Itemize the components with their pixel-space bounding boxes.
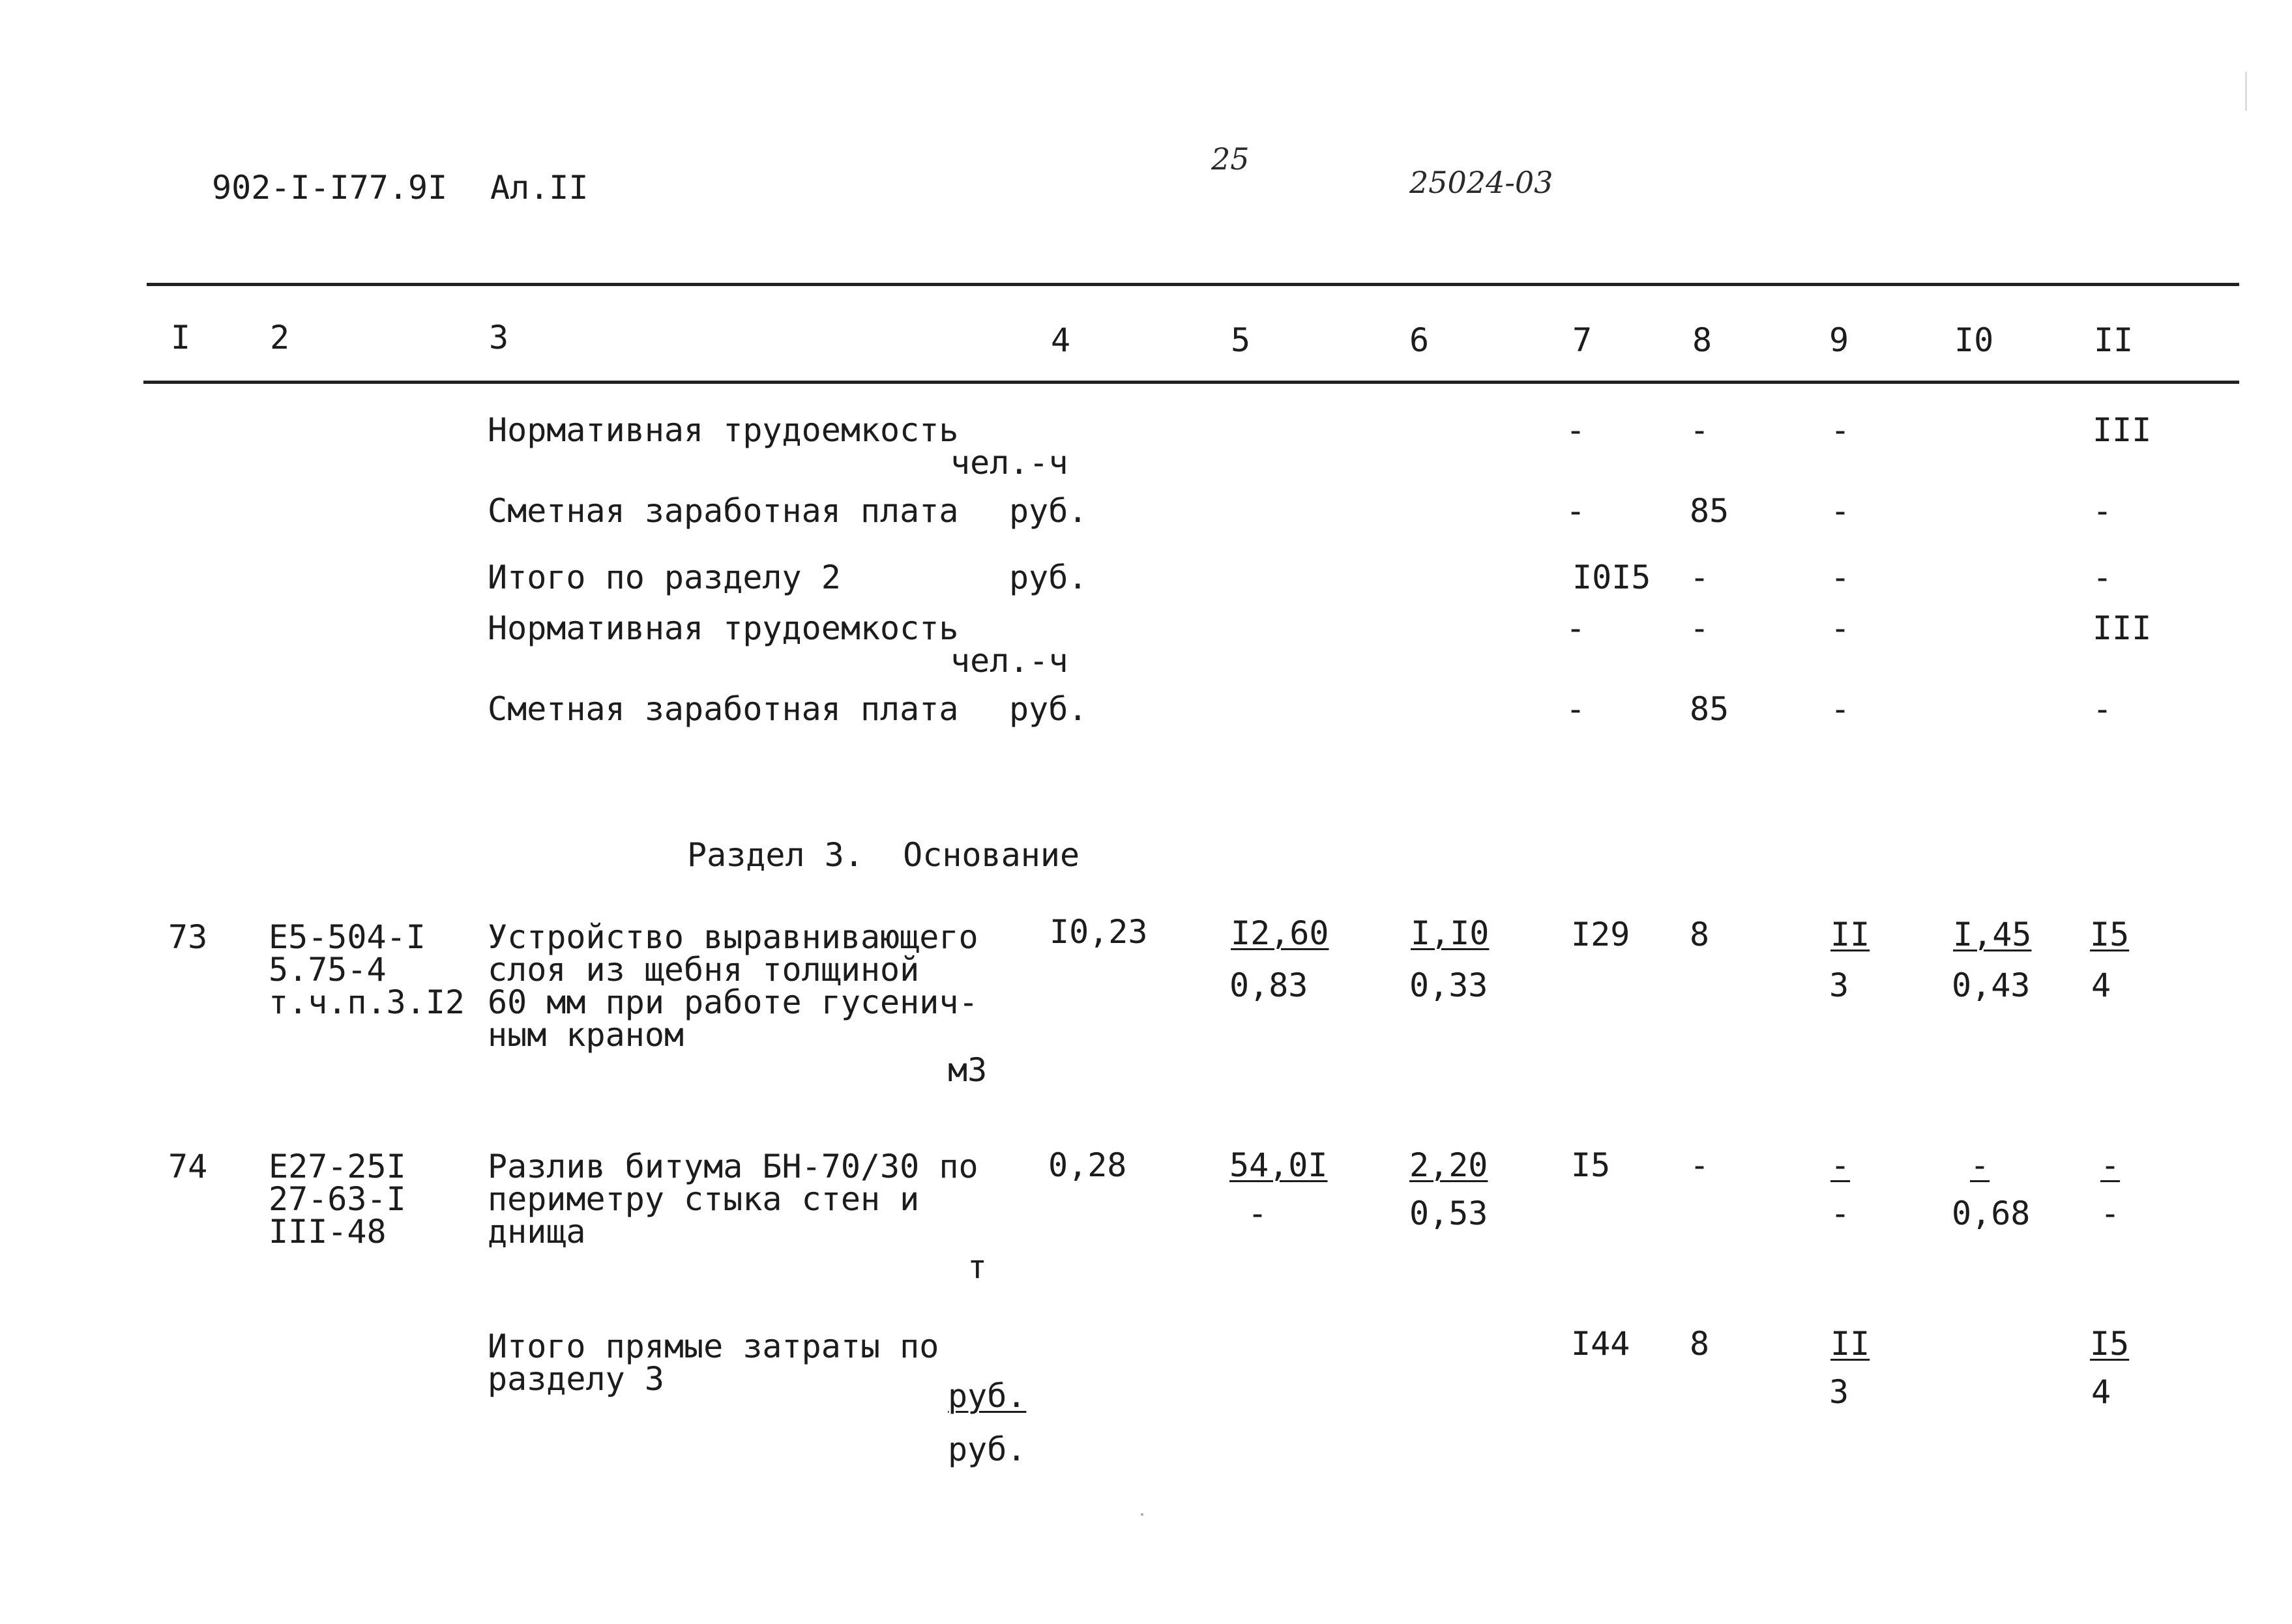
cell-col9: - bbox=[1830, 558, 1851, 596]
cell-col8: 85 bbox=[1690, 492, 1729, 530]
cell-col10-top: I,45 bbox=[1953, 916, 2032, 953]
row-unit: чел.-ч bbox=[950, 642, 1068, 680]
cell-col11: - bbox=[2093, 690, 2113, 728]
cell-col6-bottom: 0,33 bbox=[1409, 966, 1488, 1004]
col-header-7: 7 bbox=[1572, 321, 1593, 359]
item-unit: м3 bbox=[948, 1051, 988, 1089]
cell-col5-top: I2,60 bbox=[1231, 914, 1329, 952]
row-label: Нормативная трудоемкость bbox=[488, 411, 959, 449]
cell-col9-bottom: 3 bbox=[1829, 1373, 1849, 1411]
cell-col9: - bbox=[1830, 411, 1851, 449]
cell-col11-bottom: 4 bbox=[2091, 1373, 2111, 1411]
cell-col9-bottom: 3 bbox=[1829, 966, 1849, 1004]
cell-col9-top: - bbox=[1830, 1146, 1851, 1184]
item-description: ным краном bbox=[488, 1016, 684, 1054]
cell-col6-top: I,I0 bbox=[1411, 914, 1490, 952]
cell-col5-top: 54,0I bbox=[1229, 1146, 1328, 1184]
item-code: 27-63-I bbox=[269, 1180, 406, 1218]
cell-col9-top: II bbox=[1830, 1325, 1870, 1363]
col-header-6: 6 bbox=[1409, 321, 1430, 359]
cell-col11: III bbox=[2093, 411, 2152, 449]
item-description: Разлив битума БН-70/30 по bbox=[488, 1148, 978, 1185]
cell-col9: - bbox=[1830, 609, 1851, 647]
cell-col10-bottom: 0,68 bbox=[1952, 1195, 2031, 1232]
item-description: 60 мм при работе гусенич- bbox=[488, 983, 978, 1021]
row-label: Сметная заработная плата bbox=[488, 690, 959, 728]
total-unit-bottom: руб. bbox=[948, 1430, 1027, 1468]
row-unit: руб. bbox=[1009, 558, 1088, 596]
section3-title: Раздел 3. Основание bbox=[687, 836, 1080, 874]
cell-col8: - bbox=[1690, 1146, 1710, 1184]
col-header-9: 9 bbox=[1829, 321, 1849, 359]
item-code: т.ч.п.3.I2 bbox=[269, 983, 465, 1021]
cell-col5-bottom: 0,83 bbox=[1229, 966, 1308, 1004]
item-code: III-48 bbox=[269, 1213, 387, 1251]
item-code: Е27-25I bbox=[269, 1148, 406, 1185]
cell-col5-bottom: - bbox=[1248, 1195, 1268, 1232]
cell-col6-top: 2,20 bbox=[1409, 1146, 1488, 1184]
total-label: Итого прямые затраты по bbox=[488, 1327, 939, 1365]
item-number: 73 bbox=[168, 918, 208, 956]
cell-col7: I0I5 bbox=[1572, 558, 1651, 596]
row-unit: чел.-ч bbox=[950, 444, 1068, 482]
cell-col7: I5 bbox=[1571, 1146, 1611, 1184]
cell-col7: - bbox=[1566, 411, 1586, 449]
cell-col7: - bbox=[1566, 609, 1586, 647]
cell-col7: - bbox=[1566, 690, 1586, 728]
cell-col11-top: - bbox=[2100, 1146, 2121, 1184]
col-header-11: II bbox=[2094, 321, 2134, 359]
col-header-10: I0 bbox=[1954, 321, 1994, 359]
cell-col9: - bbox=[1830, 492, 1851, 530]
cell-col9-top: II bbox=[1830, 916, 1870, 953]
col-header-1: I bbox=[171, 319, 191, 356]
total-label: разделу 3 bbox=[488, 1360, 664, 1398]
cell-col8: 8 bbox=[1690, 916, 1710, 953]
cell-col8: - bbox=[1690, 411, 1710, 449]
item-description: днища bbox=[488, 1213, 586, 1251]
cell-col11-top: I5 bbox=[2090, 1325, 2130, 1363]
total-unit-top: руб. bbox=[948, 1377, 1027, 1415]
cell-col11-top: I5 bbox=[2090, 916, 2130, 953]
cell-col11: - bbox=[2093, 492, 2113, 530]
cell-col11: - bbox=[2093, 558, 2113, 596]
item-unit: т bbox=[967, 1248, 988, 1286]
header-top-rule bbox=[147, 283, 2239, 286]
row-unit: руб. bbox=[1009, 690, 1088, 728]
archive-number: 25024-03 bbox=[1409, 165, 1553, 200]
item-code: Е5-504-I bbox=[269, 918, 426, 956]
cell-col6-bottom: 0,53 bbox=[1409, 1195, 1488, 1232]
col-header-5: 5 bbox=[1231, 321, 1251, 359]
scan-speck bbox=[2245, 72, 2247, 111]
col-header-2: 2 bbox=[270, 319, 290, 356]
col-header-3: 3 bbox=[489, 319, 509, 356]
cell-col8: - bbox=[1690, 609, 1710, 647]
item-description: Устройство выравнивающего bbox=[488, 918, 978, 956]
row-unit: руб. bbox=[1009, 492, 1088, 530]
item-number: 74 bbox=[168, 1148, 208, 1185]
cell-col7: - bbox=[1566, 492, 1586, 530]
item-quantity: 0,28 bbox=[1048, 1146, 1127, 1184]
row-label: Итого по разделу 2 bbox=[488, 558, 841, 596]
row-label: Нормативная трудоемкость bbox=[488, 609, 959, 647]
item-quantity: I0,23 bbox=[1050, 913, 1148, 951]
cell-col7: I29 bbox=[1571, 916, 1630, 953]
cell-col9-bottom: - bbox=[1830, 1195, 1851, 1232]
cell-col9: - bbox=[1830, 690, 1851, 728]
item-description: периметру стыка стен и bbox=[488, 1180, 920, 1218]
cell-col8: - bbox=[1690, 558, 1710, 596]
cell-col11-bottom: - bbox=[2100, 1195, 2121, 1232]
scan-speck bbox=[1141, 1513, 1143, 1516]
cell-col10-bottom: 0,43 bbox=[1952, 966, 2031, 1004]
header-bottom-rule bbox=[143, 381, 2239, 384]
item-description: слоя из щебня толщиной bbox=[488, 951, 920, 989]
page-number: 25 bbox=[1211, 141, 1250, 177]
cell-col11: III bbox=[2093, 609, 2152, 647]
cell-col10-top: - bbox=[1970, 1146, 1990, 1184]
sheet-label: Ал.II bbox=[490, 169, 589, 207]
col-header-8: 8 bbox=[1692, 321, 1712, 359]
row-label: Сметная заработная плата bbox=[488, 492, 959, 530]
document-code: 902-I-I77.9I bbox=[212, 169, 448, 207]
cell-col8: 85 bbox=[1690, 690, 1729, 728]
cell-col8: 8 bbox=[1690, 1325, 1710, 1363]
item-code: 5.75-4 bbox=[269, 951, 387, 989]
col-header-4: 4 bbox=[1051, 321, 1071, 359]
cell-col7: I44 bbox=[1571, 1325, 1630, 1363]
cell-col11-bottom: 4 bbox=[2091, 966, 2111, 1004]
